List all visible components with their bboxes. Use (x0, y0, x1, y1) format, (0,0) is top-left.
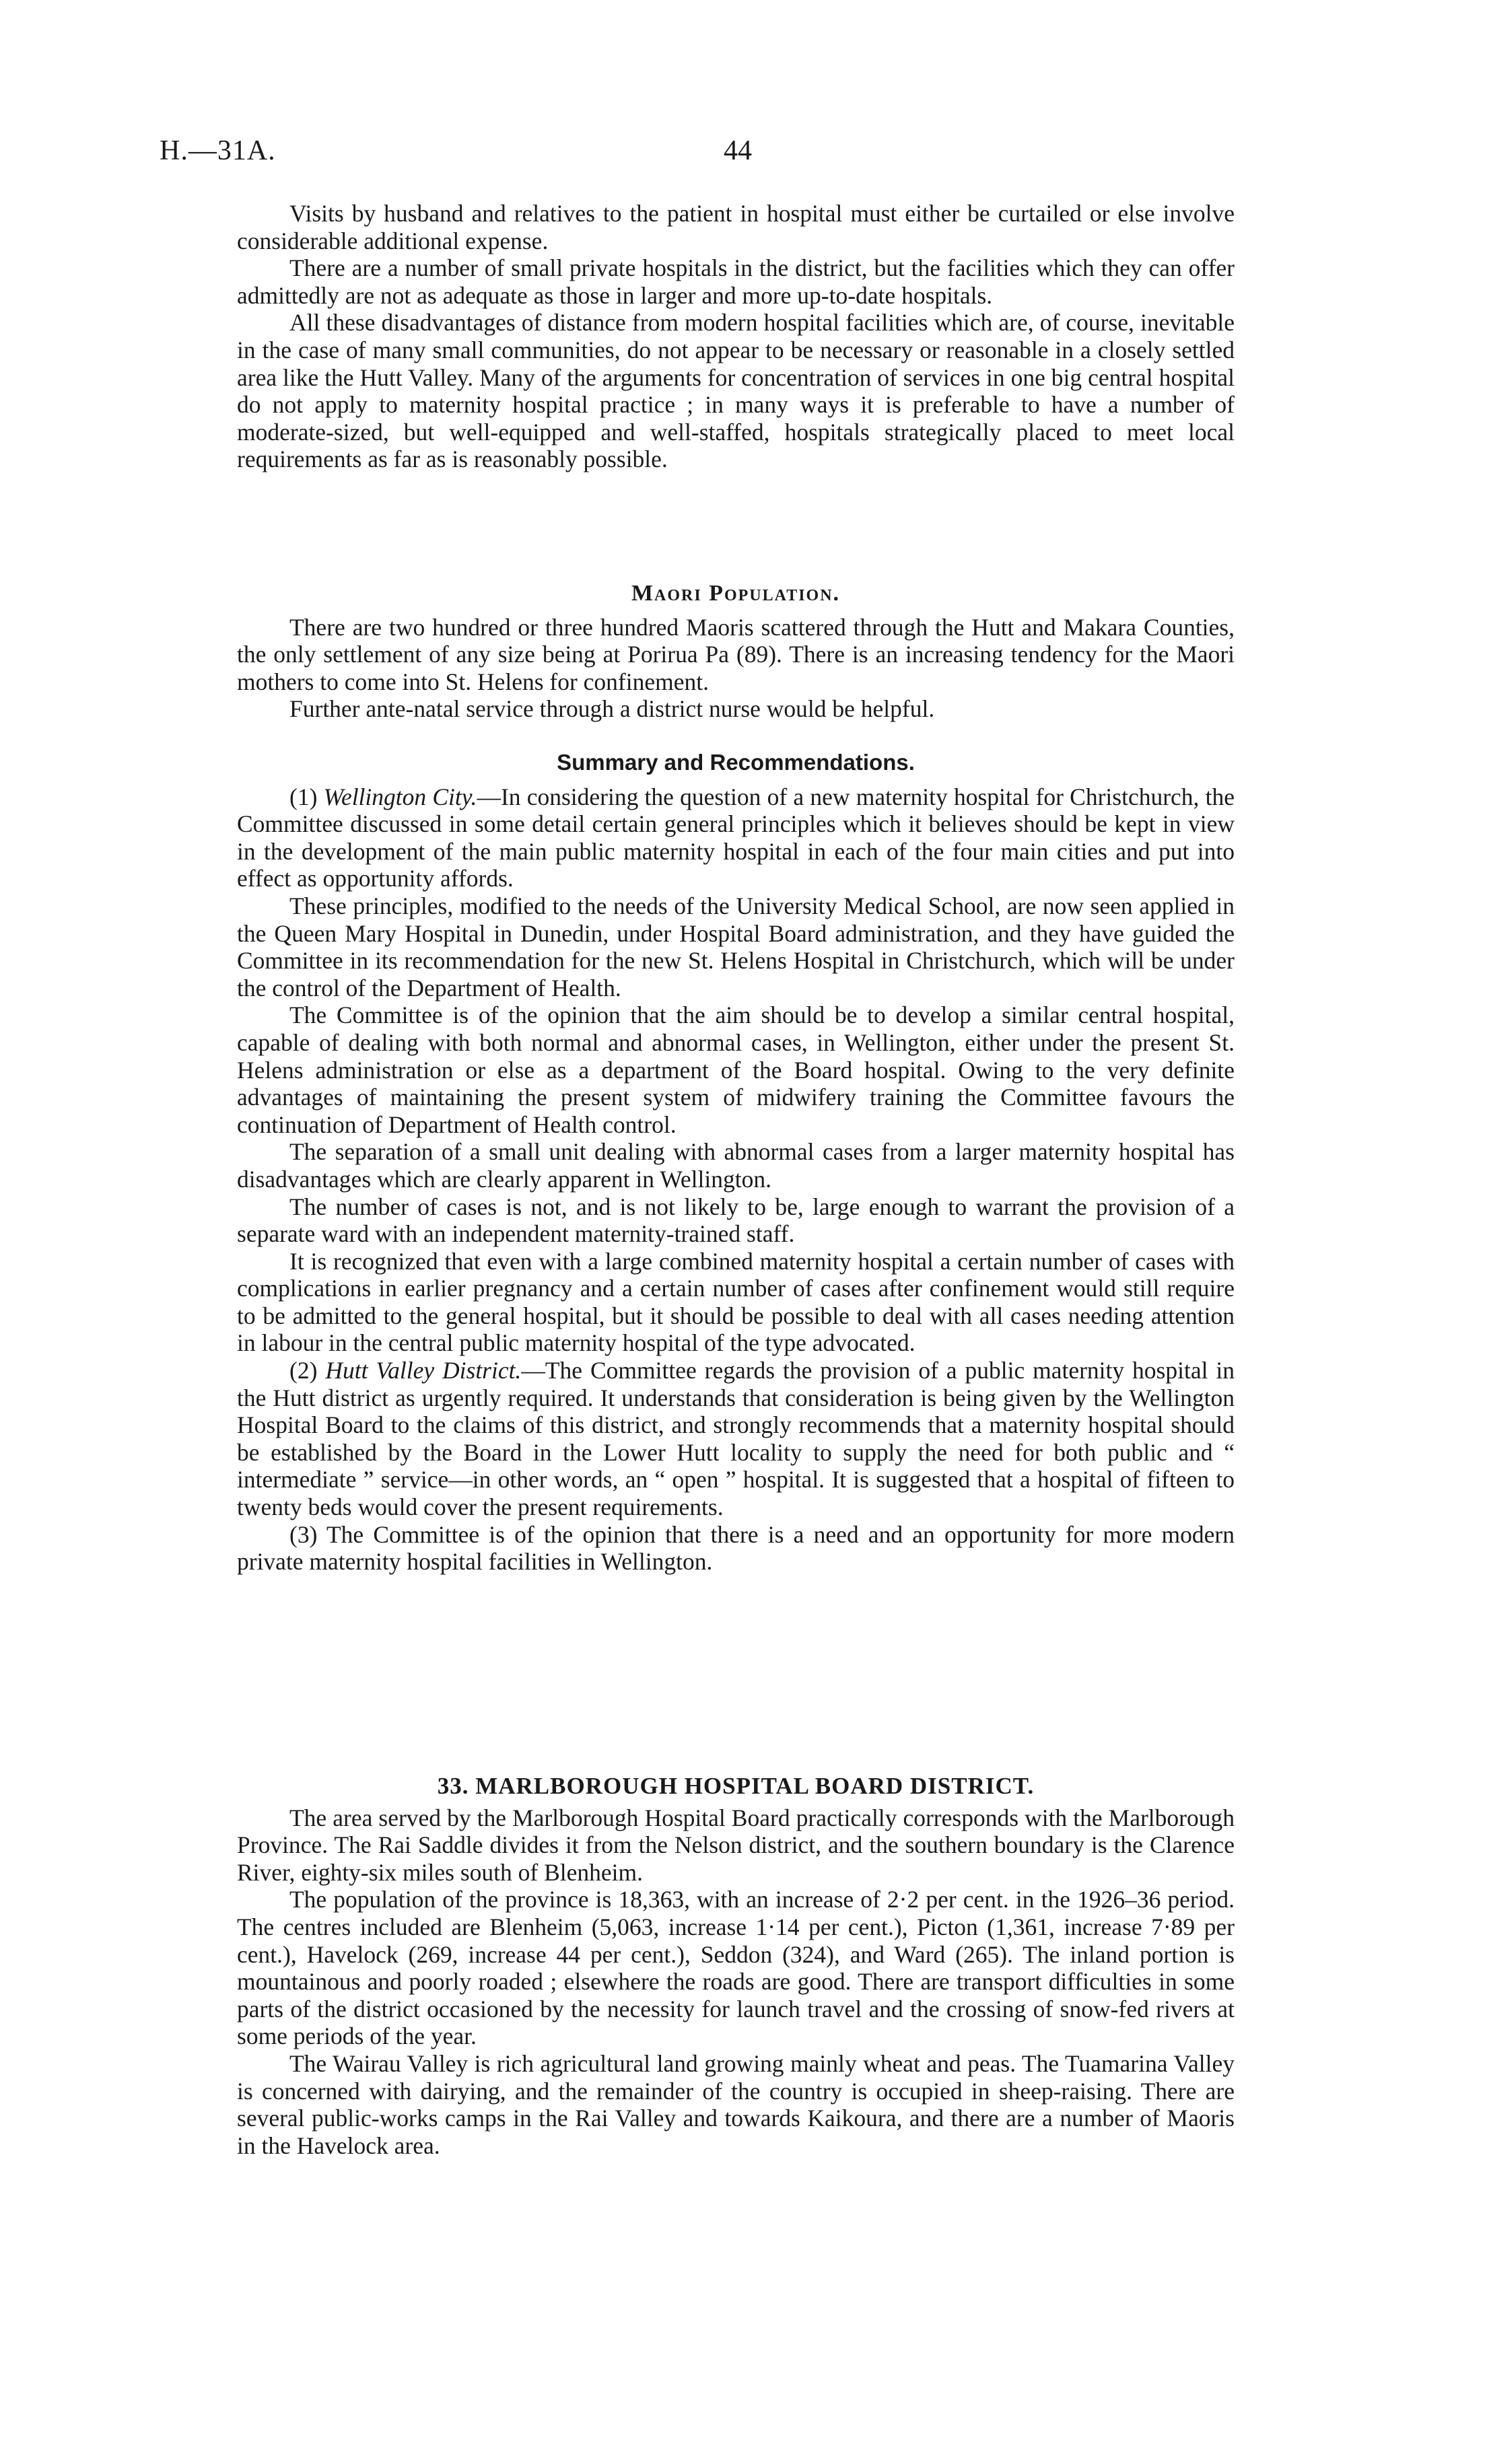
document-reference: H.—31A. (160, 135, 276, 166)
paragraph (237, 1357, 1235, 1521)
item-number: (2) (289, 1357, 318, 1384)
paragraph: The separation of a small unit dealing with abnormal cases from a larger maternity hospital has disadvantages which are clearly apparent in Wellington. (237, 1138, 1235, 1193)
paragraph: The area served by the Marlborough Hospital Board practically corresponds with the Marlborough Province. The Rai Saddle divides it from the Nelson district, and the southern boundary is the Clarence River, eighty-six miles south of Blenheim. (237, 1804, 1235, 1886)
item-number: (1) (289, 783, 318, 810)
opening-section (237, 200, 1235, 473)
paragraph: The population of the province is 18,363, with an increase of 2·2 per cent. in the 1926–36 period. The centres included are Blenheim (5,063, increase 1·14 per cent.), Picton (1,361, increase 7·89 per cent.), Havelock (269, increase 44 per cent.), Seddon (324), and Ward (265). The inland portion is mountainous and poorly roaded ; elsewhere the roads are good. There are transport difficulties in some parts of the district occasioned by the necessity for launch travel and the crossing of snow-fed rivers at some periods of the year. (237, 1886, 1235, 2050)
paragraph (237, 783, 1235, 892)
page-number: 44 (724, 135, 752, 166)
item-label: Hutt Valley District. (325, 1357, 522, 1384)
item-text: —The Committee regards the provision of a public maternity hospital in the Hutt district as urgently required. It understands that consideration is being given by the Wellington Hospital Board to the claims of this district, and strongly recommends that a maternity hospital should be established by the Board in the Lower Hutt locality to supply the need for both public and “ intermediate ” service—in other words, an “ open ” hospital. It is suggested that a hospital of fifteen to twenty beds would cover the present requirements. (237, 1357, 1235, 1521)
paragraph: (3) The Committee is of the opinion that there is a need and an opportunity for more modern private maternity hospital facilities in Wellington. (237, 1520, 1235, 1576)
paragraph: These principles, modified to the needs of the University Medical School, are now seen applied in the Queen Mary Hospital in Dunedin, under Hospital Board administration, and they have guided the Committee in its recommendation for the new St. Helens Hospital in Christchurch, which will be under the control of the Department of Health. (237, 892, 1235, 1001)
page-header (0, 135, 1487, 175)
paragraph: It is recognized that even with a large combined maternity hospital a certain number of cases with complications in earlier pregnancy and a certain number of cases after confinement would still require to be admitted to the general hospital, but it should be possible to deal with all cases needing attention in labour in the central public maternity hospital of the type advocated. (237, 1247, 1235, 1357)
maori-population-section (237, 580, 1235, 723)
summary-section (237, 749, 1235, 1576)
paragraph: There are a number of small private hospitals in the district, but the facilities which they can offer admittedly are not as adequate as those in larger and more up-to-date hospitals. (237, 254, 1235, 309)
item-text: —In considering the question of a new maternity hospital for Christchurch, the Committee discussed in some detail certain general principles which it believes should be kept in view in the development of the main public maternity hospital in each of the four main cities and put into effect as opportunity affords. (237, 783, 1235, 892)
section-heading: 33. MARLBOROUGH HOSPITAL BOARD DISTRICT. (437, 1773, 1035, 1799)
paragraph: Further ante-natal service through a district nurse would be helpful. (289, 695, 935, 723)
paragraph: There are two hundred or three hundred Maoris scattered through the Hutt and Makara Counties, the only settlement of any size being at Porirua Pa (89). There is an increasing tendency for the Maori mothers to come into St. Helens for confinement. (237, 613, 1235, 695)
paragraph: All these disadvantages of distance from modern hospital facilities which are, of course, inevitable in the case of many small communities, do not appear to be necessary or reasonable in a closely settled area like the Hutt Valley. Many of the arguments for concentration of services in one big central hospital do not apply to maternity hospital practice ; in many ways it is preferable to have a number of moderate-sized, but well-equipped and well-staffed, hospitals strategically placed to meet local requirements as far as is reasonably possible. (237, 309, 1235, 473)
paragraph: The Committee is of the opinion that the aim should be to develop a similar central hospital, capable of dealing with both normal and abnormal cases, in Wellington, either under the present St. Helens administration or else as a department of the Board hospital. Owing to the very definite advantages of maintaining the present system of midwifery training the Committee favours the continuation of Department of Health control. (237, 1001, 1235, 1138)
paragraph: Visits by husband and relatives to the patient in hospital must either be curtailed or else involve considerable additional expense. (237, 200, 1235, 254)
marlborough-section (237, 1773, 1235, 2159)
item-label: Wellington City. (323, 783, 477, 810)
section-heading: Summary and Recommendations. (557, 750, 915, 775)
paragraph: The number of cases is not, and is not likely to be, large enough to warrant the provision of a separate ward with an independent maternity-trained staff. (237, 1193, 1235, 1248)
section-heading: Maori Population. (631, 581, 841, 606)
paragraph: The Wairau Valley is rich agricultural land growing mainly wheat and peas. The Tuamarina Valley is concerned with dairying, and the remainder of the country is occupied in sheep-raising. There are several public-works camps in the Rai Valley and towards Kaikoura, and there are a number of Maoris in the Havelock area. (237, 2049, 1235, 2159)
